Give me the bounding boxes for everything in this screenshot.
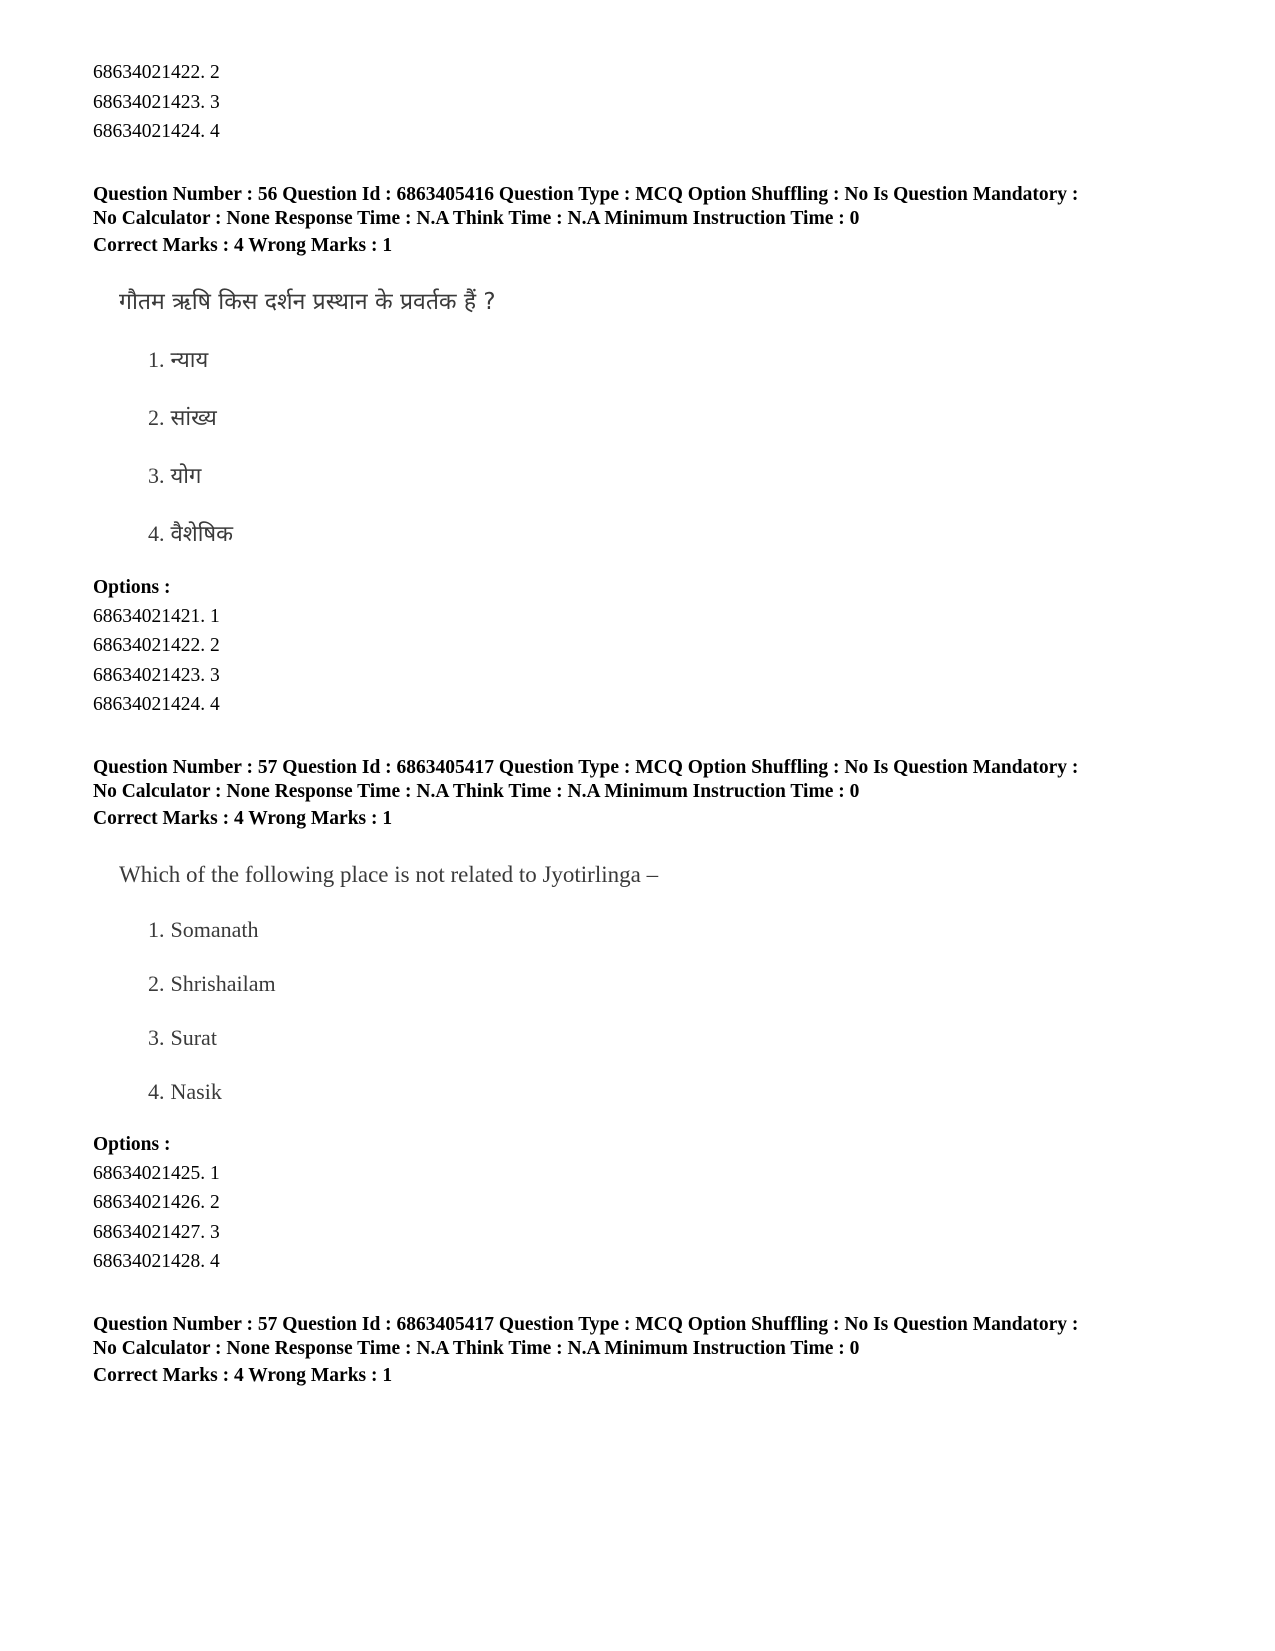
- options-label: Options :: [93, 1133, 171, 1155]
- choice-item: 3. Surat: [148, 1024, 217, 1050]
- question-image: [93, 285, 1203, 551]
- question-meta-line-1: Question Number : 57 Question Id : 6863405417 Question Type : MCQ Option Shuffling : No Is Question Mandatory :: [93, 1313, 1079, 1335]
- choice-item: 2. सांख्य: [148, 404, 217, 431]
- question-meta-line-1: Question Number : 57 Question Id : 6863405417 Question Type : MCQ Option Shuffling : No Is Question Mandatory :: [93, 756, 1079, 778]
- document-page: [93, 58, 1203, 1391]
- question-block-57: [93, 756, 1203, 1277]
- question-block-57-repeat: [93, 1313, 1203, 1391]
- question-image: [93, 858, 1203, 1108]
- option-line: 68634021423. 3: [93, 91, 220, 113]
- question-meta-line-1: Question Number : 56 Question Id : 6863405416 Question Type : MCQ Option Shuffling : No Is Question Mandatory :: [93, 183, 1079, 205]
- choice-item: 1. न्याय: [148, 346, 209, 373]
- option-line: 68634021425. 1: [93, 1162, 220, 1184]
- option-line: 68634021422. 2: [93, 62, 220, 83]
- choice-item: 3. योग: [148, 462, 202, 489]
- option-line: 68634021422. 2: [93, 635, 220, 656]
- question-text: गौतम ऋषि किस दर्शन प्रस्थान के प्रवर्तक हैं ?: [119, 288, 496, 315]
- question-marks: Correct Marks : 4 Wrong Marks : 1: [93, 807, 393, 829]
- choice-item: 4. वैशेषिक: [148, 520, 234, 547]
- previous-question-options: [93, 58, 1203, 147]
- question-block-56: [93, 183, 1203, 720]
- question-meta-line-2: No Calculator : None Response Time : N.A Think Time : N.A Minimum Instruction Time : 0: [93, 780, 860, 802]
- choice-item: 1. Somanath: [148, 916, 259, 942]
- option-line: 68634021424. 4: [93, 121, 220, 142]
- question-marks: Correct Marks : 4 Wrong Marks : 1: [93, 234, 393, 256]
- question-meta-line-2: No Calculator : None Response Time : N.A Think Time : N.A Minimum Instruction Time : 0: [93, 207, 860, 229]
- option-line: 68634021421. 1: [93, 605, 220, 627]
- choice-item: 2. Shrishailam: [148, 970, 276, 996]
- option-line: 68634021426. 2: [93, 1192, 220, 1213]
- options-label: Options :: [93, 576, 171, 598]
- option-line: 68634021428. 4: [93, 1251, 220, 1272]
- choice-item: 4. Nasik: [148, 1078, 222, 1104]
- option-line: 68634021427. 3: [93, 1221, 220, 1243]
- question-meta-line-2: No Calculator : None Response Time : N.A Think Time : N.A Minimum Instruction Time : 0: [93, 1337, 860, 1359]
- option-line: 68634021424. 4: [93, 694, 220, 715]
- question-marks: Correct Marks : 4 Wrong Marks : 1: [93, 1364, 393, 1386]
- question-text: Which of the following place is not related to Jyotirlinga –: [119, 861, 659, 887]
- option-line: 68634021423. 3: [93, 664, 220, 686]
